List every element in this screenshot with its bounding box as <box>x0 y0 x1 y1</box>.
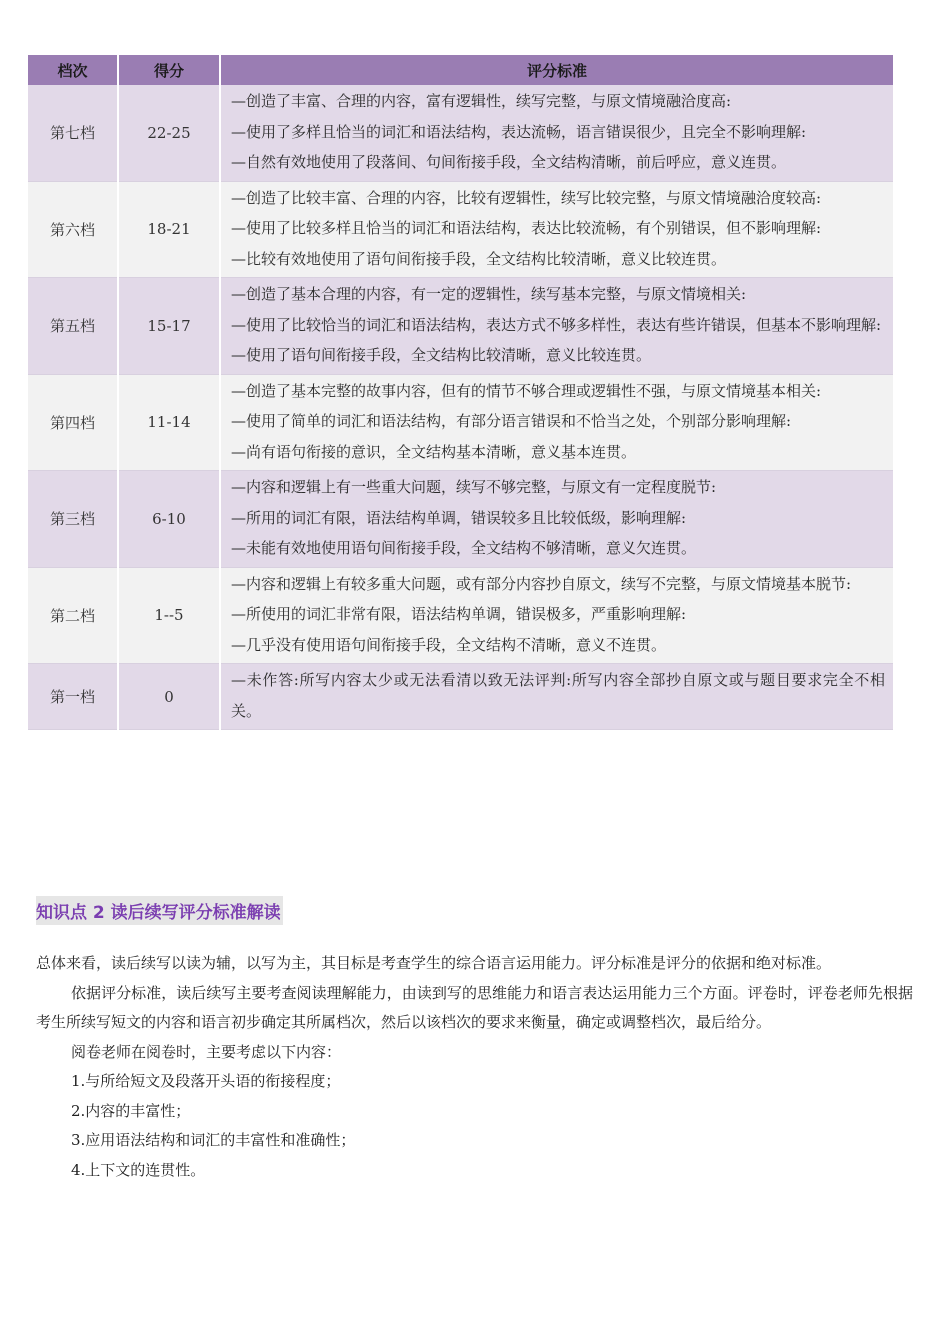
paragraph-criteria-basis: 依据评分标准，读后续写主要考查阅读理解能力，由读到写的思维能力和语言表达运用能力三个方面。评卷时，评卷老师先根据考生所续写短文的内容和语言初步确定其所属档次，然后以该档次的要求来衡量，确定或调整档次，最后给分。 <box>36 983 913 1031</box>
header-score: 得分 <box>118 55 220 85</box>
criteria-line: —使用了语句间衔接手段，全文结构比较清晰，意义比较连贯。 <box>231 346 652 364</box>
criteria-line: —创造了比较丰富、合理的内容，比较有逻辑性，续写比较完整，与原文情境融洽度较高: <box>231 188 822 207</box>
level-cell: 第二档 <box>28 567 118 664</box>
table-row <box>28 567 893 664</box>
paragraph-considerations: 阅卷老师在阅卷时，主要考虑以下内容： <box>71 1042 342 1061</box>
header-criteria: 评分标准 <box>220 55 893 85</box>
list-item: 1.与所给短文及段落开头语的衔接程度； <box>71 1072 341 1090</box>
header-level: 档次 <box>28 55 118 85</box>
level-cell: 第五档 <box>28 278 118 375</box>
score-cell: 6-10 <box>118 471 220 568</box>
criteria-cell <box>220 85 893 181</box>
criteria-line: —未能有效地使用语句间衔接手段，全文结构不够清晰，意义欠连贯。 <box>231 539 697 557</box>
score-cell: 15-17 <box>118 278 220 375</box>
criteria-cell <box>220 471 893 568</box>
section-heading: 知识点 2 读后续写评分标准解读 <box>36 896 283 925</box>
criteria-line: —自然有效地使用了段落间、句间衔接手段，全文结构清晰，前后呼应，意义连贯。 <box>231 153 787 171</box>
table-row <box>28 374 893 471</box>
table-row <box>28 664 893 730</box>
criteria-line: —创造了基本完整的故事内容，但有的情节不够合理或逻辑性不强，与原文情境基本相关: <box>231 381 822 400</box>
level-cell: 第一档 <box>28 664 118 730</box>
score-cell: 0 <box>118 664 220 730</box>
list-item: 2.内容的丰富性； <box>71 1101 191 1120</box>
criteria-cell <box>220 181 893 278</box>
criteria-line: —未作答:所写内容太少或无法看清以致无法评判:所写内容全部抄自原文或与题目要求完全不相关。 <box>231 671 885 720</box>
criteria-line: —几乎没有使用语句间衔接手段，全文结构不清晰，意义不连贯。 <box>231 635 667 654</box>
criteria-line: —使用了比较多样且恰当的词汇和语法结构，表达比较流畅，有个别错误，但不影响理解: <box>231 219 822 237</box>
paragraph-overview: 总体来看，读后续写以读为辅，以写为主，其目标是考查学生的综合语言运用能力。评分标准是评分的依据和绝对标准。 <box>36 954 832 972</box>
score-cell: 1--5 <box>118 567 220 664</box>
table-row <box>28 278 893 375</box>
scoring-rubric-table <box>28 55 893 730</box>
criteria-line: —创造了丰富、合理的内容，富有逻辑性，续写完整，与原文情境融洽度高: <box>231 92 732 110</box>
criteria-line: —内容和逻辑上有较多重大问题，或有部分内容抄自原文，续写不完整，与原文情境基本脱节: <box>231 574 852 593</box>
level-cell: 第三档 <box>28 471 118 568</box>
table-row <box>28 181 893 278</box>
criteria-cell <box>220 664 893 730</box>
criteria-line: —所用的词汇有限，语法结构单调，错误较多且比较低级，影响理解: <box>231 508 687 527</box>
criteria-cell <box>220 278 893 375</box>
criteria-line: —尚有语句衔接的意识，全文结构基本清晰，意义基本连贯。 <box>231 442 637 461</box>
criteria-line: —所使用的词汇非常有限，语法结构单调，错误极多，严重影响理解: <box>231 605 687 623</box>
criteria-line: —内容和逻辑上有一些重大问题，续写不够完整，与原文有一定程度脱节: <box>231 478 717 496</box>
level-cell: 第四档 <box>28 374 118 471</box>
level-cell: 第七档 <box>28 85 118 181</box>
list-item: 4.上下文的连贯性。 <box>71 1160 206 1179</box>
table-header-row <box>28 55 893 85</box>
table-row <box>28 85 893 181</box>
criteria-line: —使用了多样且恰当的词汇和语法结构，表达流畅，语言错误很少，且完全不影响理解: <box>231 122 807 141</box>
score-cell: 22-25 <box>118 85 220 181</box>
criteria-line: —使用了比较恰当的词汇和语法结构，表达方式不够多样性，表达有些许错误，但基本不影响理解: <box>231 315 882 334</box>
criteria-line: —比较有效地使用了语句间衔接手段，全文结构比较清晰，意义比较连贯。 <box>231 249 727 268</box>
score-cell: 18-21 <box>118 181 220 278</box>
criteria-cell <box>220 374 893 471</box>
level-cell: 第六档 <box>28 181 118 278</box>
table-row <box>28 471 893 568</box>
table-body <box>28 85 893 730</box>
list-item: 3.应用语法结构和词汇的丰富性和准确性； <box>71 1131 356 1149</box>
score-cell: 11-14 <box>118 374 220 471</box>
body-text <box>36 949 913 1185</box>
criteria-cell <box>220 567 893 664</box>
criteria-line: —创造了基本合理的内容，有一定的逻辑性，续写基本完整，与原文情境相关: <box>231 285 747 303</box>
criteria-line: —使用了简单的词汇和语法结构，有部分语言错误和不恰当之处，个别部分影响理解: <box>231 412 792 430</box>
